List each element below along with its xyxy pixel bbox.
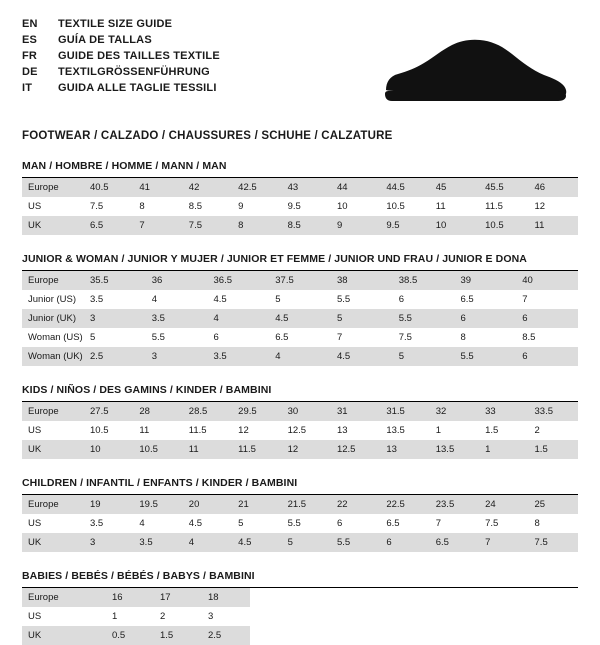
row-label: Europe: [22, 402, 84, 421]
size-cell: 38: [331, 271, 393, 290]
language-label: TEXTILE SIZE GUIDE: [58, 18, 173, 30]
size-group-title: JUNIOR & WOMAN / JUNIOR Y MUJER / JUNIOR ET FEMME / JUNIOR UND FRAU / JUNIOR E DONA: [22, 253, 578, 271]
size-cell: 1.5: [485, 425, 499, 436]
size-cell: 4.5: [232, 533, 281, 552]
size-cell: 10.5: [90, 425, 109, 436]
size-cell: 25: [529, 495, 578, 514]
size-cell: 11: [183, 440, 232, 459]
size-cell: 7.5: [529, 533, 578, 552]
size-cell: 4: [139, 518, 145, 529]
size-cell: 6.5: [460, 294, 474, 305]
row-label: Junior (UK): [22, 309, 84, 328]
size-cell: 6: [398, 294, 405, 305]
size-cell: 38.5: [393, 271, 455, 290]
size-cell: 36.5: [208, 271, 270, 290]
size-group-kids: [22, 384, 578, 459]
row-label: UK: [22, 216, 84, 235]
row-label: US: [28, 425, 42, 436]
size-cell: 4.5: [188, 518, 202, 529]
size-cell: 44: [331, 178, 380, 197]
size-cell: 16: [106, 588, 154, 607]
size-cell: 22: [331, 495, 380, 514]
language-code: ES: [22, 34, 38, 46]
row-label: UK: [22, 533, 84, 552]
table-row: [22, 347, 578, 366]
size-cell: 9: [238, 201, 244, 212]
size-cell: 44.5: [380, 178, 429, 197]
size-cell: 4: [208, 309, 270, 328]
size-cell: 42.5: [232, 178, 281, 197]
size-cell: 19: [84, 495, 133, 514]
size-cell: 28: [133, 402, 182, 421]
language-label: GUIDE DES TAILLES TEXTILE: [58, 50, 220, 62]
size-cell: 6: [336, 518, 343, 529]
size-cell: 9.5: [380, 216, 429, 235]
size-cell: 31: [331, 402, 380, 421]
size-table: [22, 588, 250, 645]
size-cell: 3.5: [90, 294, 104, 305]
size-cell: 11: [529, 216, 578, 235]
table-row: [22, 421, 578, 440]
size-cell: 8: [232, 216, 281, 235]
size-cell: 5.5: [393, 309, 455, 328]
language-code: IT: [22, 82, 33, 94]
size-cell: 10: [430, 216, 479, 235]
table-row: [22, 533, 578, 552]
size-cell: 13: [380, 440, 429, 459]
size-group-junior-woman: [22, 253, 578, 366]
size-cell: 0.5: [106, 626, 154, 645]
size-cell: 7.5: [485, 518, 499, 529]
size-cell: 2: [159, 611, 166, 622]
table-row: [22, 328, 578, 347]
size-cell: 45: [430, 178, 479, 197]
size-cell: 9.5: [287, 201, 301, 212]
size-cell: 29.5: [232, 402, 281, 421]
size-cell: 4: [269, 347, 331, 366]
size-cell: 3.5: [146, 309, 208, 328]
table-row: [22, 309, 578, 328]
size-cell: 45.5: [479, 178, 528, 197]
size-cell: 3: [146, 347, 208, 366]
language-label: GUÍA DE TALLAS: [58, 34, 152, 46]
size-cell: 24: [479, 495, 528, 514]
size-cell: 13.5: [386, 425, 405, 436]
size-cell: 8.5: [188, 201, 202, 212]
size-cell: 31.5: [380, 402, 429, 421]
size-cell: 4: [151, 294, 158, 305]
size-cell: 40: [516, 271, 578, 290]
size-cell: 6: [516, 347, 578, 366]
size-group-title: KIDS / NIÑOS / DES GAMINS / KINDER / BAMBINI: [22, 384, 578, 402]
size-cell: 11.5: [188, 425, 207, 436]
size-cell: 11.5: [232, 440, 281, 459]
size-table: [22, 271, 578, 366]
language-code: EN: [22, 18, 38, 30]
table-row: [22, 588, 250, 607]
size-cell: 8.5: [282, 216, 331, 235]
size-cell: 8.5: [522, 332, 536, 343]
size-cell: 8: [460, 332, 466, 343]
size-cell: 5: [331, 309, 393, 328]
table-row: [22, 178, 578, 197]
size-cell: 6: [516, 309, 578, 328]
language-row: [22, 34, 220, 47]
size-cell: 1.5: [154, 626, 202, 645]
size-cell: 1: [479, 440, 528, 459]
size-cell: 6.5: [275, 332, 289, 343]
size-cell: 2: [534, 425, 540, 436]
size-cell: 5: [275, 294, 281, 305]
size-cell: 6.5: [430, 533, 479, 552]
row-label: Junior (US): [28, 294, 77, 305]
size-cell: 32: [430, 402, 479, 421]
size-cell: 42: [183, 178, 232, 197]
size-cell: 4.5: [269, 309, 331, 328]
language-code: DE: [22, 66, 38, 78]
row-label: US: [28, 201, 42, 212]
size-cell: 4: [183, 533, 232, 552]
size-cell: 4.5: [331, 347, 393, 366]
size-cell: 12.5: [331, 440, 380, 459]
dress-shoe-icon: [380, 34, 570, 114]
size-cell: 6.5: [386, 518, 400, 529]
language-row: [22, 18, 220, 31]
size-cell: 20: [183, 495, 232, 514]
size-group-babies: [22, 570, 578, 645]
size-cell: 12: [238, 425, 249, 436]
size-cell: 12: [534, 201, 546, 212]
size-cell: 11: [139, 425, 150, 436]
size-cell: 4.5: [213, 294, 227, 305]
size-cell: 22.5: [380, 495, 429, 514]
size-cell: 8: [139, 201, 145, 212]
document-header: [22, 18, 578, 114]
row-label: UK: [22, 440, 84, 459]
language-label: GUIDA ALLE TAGLIE TESSILI: [58, 82, 217, 94]
table-row: [22, 290, 578, 309]
size-cell: 6.5: [84, 216, 133, 235]
size-cell: 12.5: [287, 425, 307, 436]
size-cell: 13.5: [430, 440, 479, 459]
size-cell: 3.5: [90, 518, 104, 529]
size-cell: 6: [455, 309, 517, 328]
language-code: FR: [22, 50, 38, 62]
size-cell: 5.5: [287, 518, 301, 529]
size-cell: 5: [90, 332, 96, 343]
size-cell: 5: [393, 347, 455, 366]
size-cell: 11.5: [485, 201, 503, 212]
size-cell: 10.5: [386, 201, 405, 212]
size-cell: 10: [336, 201, 348, 212]
row-label: Europe: [22, 588, 106, 607]
row-label: Europe: [22, 178, 84, 197]
size-cell: 9: [331, 216, 380, 235]
size-cell: 1: [435, 425, 442, 436]
size-cell: 5.5: [337, 294, 351, 305]
language-row: [22, 66, 220, 79]
size-cell: 6: [380, 533, 429, 552]
language-label: TEXTILGRÖSSENFÜHRUNG: [58, 66, 210, 78]
size-cell: 18: [202, 588, 250, 607]
size-cell: 30: [282, 402, 331, 421]
size-cell: 12: [282, 440, 331, 459]
size-cell: 39: [455, 271, 517, 290]
size-cell: 3: [84, 309, 146, 328]
size-cell: 5: [282, 533, 331, 552]
size-cell: 5.5: [151, 332, 165, 343]
size-cell: 43: [282, 178, 331, 197]
size-table: [22, 178, 578, 235]
size-cell: 40.5: [84, 178, 133, 197]
size-cell: 13: [336, 425, 348, 436]
size-cell: 5: [238, 518, 244, 529]
size-table: [22, 402, 578, 459]
size-cell: 10.5: [133, 440, 182, 459]
row-label: US: [28, 611, 42, 622]
table-row: [22, 197, 578, 216]
table-row: [22, 626, 250, 645]
row-label: Europe: [22, 495, 84, 514]
size-group-title: MAN / HOMBRE / HOMME / MANN / MAN: [22, 160, 578, 178]
size-cell: 1: [112, 611, 118, 622]
size-cell: 36: [146, 271, 208, 290]
size-cell: 35.5: [84, 271, 146, 290]
row-label: Woman (US): [28, 332, 83, 343]
size-cell: 2.5: [202, 626, 250, 645]
size-cell: 6: [213, 332, 219, 343]
table-row: [22, 514, 578, 533]
size-cell: 2.5: [84, 347, 146, 366]
size-group-title: BABIES / BEBÉS / BÉBÉS / BABYS / BAMBINI: [22, 570, 578, 588]
size-group-man: [22, 160, 578, 235]
size-cell: 33.5: [529, 402, 578, 421]
size-cell: 46: [529, 178, 578, 197]
size-cell: 33: [479, 402, 528, 421]
size-cell: 1.5: [529, 440, 578, 459]
size-cell: 17: [154, 588, 202, 607]
size-cell: 7.5: [398, 332, 412, 343]
row-label: UK: [22, 626, 106, 645]
size-cell: 7.5: [183, 216, 232, 235]
size-cell: 10: [84, 440, 133, 459]
size-cell: 3: [84, 533, 133, 552]
size-cell: 19.5: [133, 495, 182, 514]
size-tables-container: [22, 160, 578, 645]
size-cell: 23.5: [430, 495, 479, 514]
language-row: [22, 50, 220, 63]
size-table: [22, 495, 578, 552]
size-cell: 3.5: [208, 347, 270, 366]
table-row: [22, 402, 578, 421]
size-cell: 41: [133, 178, 182, 197]
table-row: [22, 216, 578, 235]
size-group-children: [22, 477, 578, 552]
table-row: [22, 271, 578, 290]
size-cell: 7: [337, 332, 343, 343]
size-cell: 3: [207, 611, 214, 622]
table-row: [22, 440, 578, 459]
size-cell: 21.5: [282, 495, 331, 514]
size-cell: 10.5: [479, 216, 528, 235]
size-cell: 5.5: [331, 533, 380, 552]
row-label: Europe: [22, 271, 84, 290]
size-cell: 7: [435, 518, 442, 529]
size-cell: 8: [534, 518, 540, 529]
size-cell: 37.5: [269, 271, 331, 290]
size-group-title: CHILDREN / INFANTIL / ENFANTS / KINDER / BAMBINI: [22, 477, 578, 495]
size-cell: 7: [522, 294, 528, 305]
table-row: [22, 495, 578, 514]
row-label: US: [28, 518, 42, 529]
size-cell: 7: [133, 216, 182, 235]
size-cell: 5.5: [455, 347, 517, 366]
size-cell: 28.5: [183, 402, 232, 421]
size-cell: 21: [232, 495, 281, 514]
row-label: Woman (UK): [22, 347, 84, 366]
language-row: [22, 82, 220, 95]
size-cell: 7: [479, 533, 528, 552]
page-title: FOOTWEAR / CALZADO / CHAUSSURES / SCHUHE / CALZATURE: [22, 130, 393, 142]
size-cell: 27.5: [84, 402, 133, 421]
size-cell: 11: [435, 201, 446, 212]
table-row: [22, 607, 250, 626]
size-cell: 7.5: [90, 201, 104, 212]
language-title-list: [22, 18, 220, 95]
size-cell: 3.5: [133, 533, 182, 552]
